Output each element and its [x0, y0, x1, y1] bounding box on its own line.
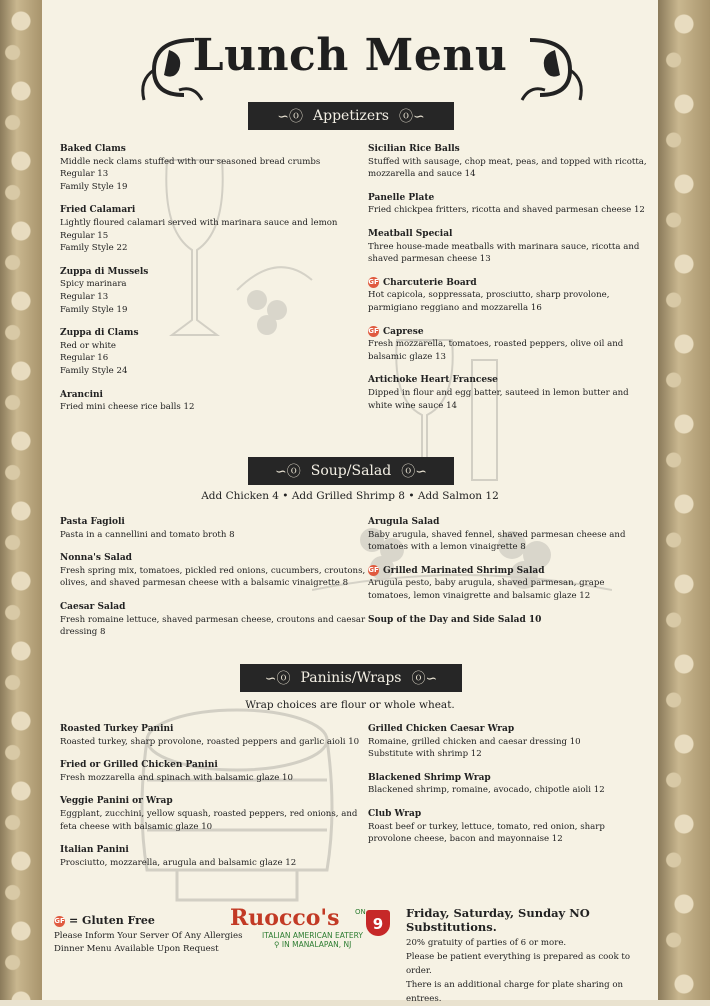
menu-item-line: balsamic glaze 13	[368, 351, 447, 362]
menu-item-name: Panelle Plate	[368, 192, 435, 203]
menu-item-line: Eggplant, zucchini, yellow squash, roasted peppers, red onions, and	[60, 808, 358, 819]
menu-item-name: Veggie Panini or Wrap	[60, 796, 173, 807]
substitution-note: Friday, Saturday, Sunday NO Substitutions.	[406, 906, 590, 934]
gf-icon: GF	[368, 326, 379, 335]
menu-item-name: Italian Panini	[60, 845, 129, 856]
menu-item-name: Zuppa di Mussels	[60, 266, 149, 277]
menu-item-line: parmigiano reggiano and mozzarella 16	[368, 302, 542, 313]
dinner-note: Dinner Menu Available Upon Request	[54, 944, 219, 954]
menu-item-name: Grilled Chicken Caesar Wrap	[368, 724, 515, 734]
menu-item	[60, 844, 370, 869]
menu-item	[368, 326, 668, 364]
menu-item-name: Fried or Grilled Chicken Panini	[60, 760, 218, 771]
menu-item-line: feta cheese with balsamic glaze 10	[60, 821, 213, 832]
menu-item-line: shaved parmesan cheese 13	[368, 254, 491, 265]
wrap-note: Wrap choices are flour or whole wheat.	[245, 699, 455, 711]
menu-item	[368, 723, 668, 761]
menu-item-name: Arugula Salad	[368, 517, 440, 527]
menu-item-name: Caesar Salad	[60, 601, 126, 612]
section-banner-paninis	[240, 664, 462, 692]
menu-item	[60, 143, 360, 193]
menu-item-name: Club Wrap	[368, 808, 422, 819]
section-title: Paninis/Wraps	[300, 670, 402, 686]
menu-item	[368, 192, 668, 217]
policy-line: 20% gratuity of parties of 6 or more.	[406, 938, 567, 948]
menu-item-line: olives, and shaved parmesan cheese with a balsamic vinaigrette 8	[60, 578, 349, 589]
paninis-right-column	[368, 723, 668, 857]
swirl-ornament-icon: ⓞ∽	[398, 109, 425, 125]
menu-item-name: Artichoke Heart Francese	[368, 375, 498, 386]
menu-item-line: Family Style 19	[60, 304, 128, 315]
logo-brand: Ruocco's	[230, 905, 340, 931]
menu-item-line: dressing 8	[60, 627, 106, 638]
route-9-shield-icon: 9	[366, 910, 390, 936]
menu-item	[368, 565, 668, 603]
footer-right	[406, 906, 658, 1006]
menu-item	[60, 516, 370, 541]
menu-item-name: Soup of the Day and Side Salad 10	[368, 614, 542, 625]
menu-item-line: Regular 13	[60, 291, 109, 302]
gf-legend: GF = Gluten Free	[54, 914, 155, 927]
menu-item-name: GF Caprese	[368, 326, 424, 337]
menu-item-line: Fried chickpea fritters, ricotta and shaved parmesan cheese 12	[368, 205, 645, 216]
gf-icon: GF	[368, 277, 379, 286]
menu-item-name: Roasted Turkey Panini	[60, 724, 174, 734]
menu-item	[368, 143, 668, 181]
menu-item-line: Arugula pesto, baby arugula, shaved parmesan, grape	[368, 578, 605, 589]
menu-item-line: Blackened shrimp, romaine, avocado, chipotle aioli 12	[368, 785, 605, 796]
section-banner-soup-salad	[248, 457, 454, 485]
menu-item	[368, 228, 668, 266]
logo-location: ⚲ IN MANALAPAN, NJ	[274, 940, 352, 949]
salad-addons: Add Chicken 4 • Add Grilled Shrimp 8 • Add Salmon 12	[201, 490, 499, 502]
menu-item-name: GF Grilled Marinated Shrimp Salad	[368, 565, 545, 576]
menu-item-line: Family Style 22	[60, 243, 128, 254]
appetizers-right-column	[368, 143, 668, 423]
menu-item-line: Fresh romaine lettuce, shaved parmesan cheese, croutons and caesar	[60, 614, 366, 625]
swirl-ornament-icon: ∽ⓞ	[277, 109, 304, 125]
menu-item-line: Hot capicola, soppressata, prosciutto, sharp provolone,	[368, 290, 610, 301]
menu-item-name: Nonna's Salad	[60, 553, 132, 564]
menu-item	[368, 614, 668, 627]
gf-icon: GF	[368, 565, 379, 574]
swirl-ornament-icon: ∽ⓞ	[275, 464, 301, 480]
section-title: Appetizers	[313, 108, 389, 124]
menu-item-line: tomatoes, lemon vinaigrette and balsamic glaze 12	[368, 590, 591, 601]
menu-item-name: Meatball Special	[368, 228, 453, 239]
menu-item-line: Fresh mozzarella and spinach with balsamic glaze 10	[60, 772, 293, 783]
menu-item-line: Lightly floured calamari served with marinara sauce and lemon	[60, 217, 338, 228]
menu-item	[368, 808, 668, 846]
menu-item-name: Pasta Fagioli	[60, 517, 125, 527]
menu-item	[60, 552, 370, 590]
menu-item-name: Zuppa di Clams	[60, 328, 139, 339]
menu-item-line: Pasta in a cannellini and tomato broth 8	[60, 529, 235, 540]
gf-icon: GF	[54, 916, 65, 925]
menu-item-line: Baby arugula, shaved fennel, shaved parmesan cheese and	[368, 529, 626, 540]
menu-item-name: GF Charcuterie Board	[368, 277, 477, 288]
ruoccos-logo	[230, 905, 400, 949]
menu-item-name: Arancini	[60, 389, 103, 400]
menu-item	[60, 601, 370, 639]
menu-item	[368, 516, 668, 554]
menu-item-name: Baked Clams	[60, 144, 126, 154]
menu-item	[60, 759, 370, 784]
menu-item-name: Fried Calamari	[60, 205, 136, 216]
menu-item	[60, 204, 360, 254]
menu-item-line: Regular 13	[60, 169, 109, 180]
menu-item	[60, 723, 370, 748]
appetizers-left-column	[60, 143, 360, 425]
menu-item-line: Prosciutto, mozzarella, arugula and balsamic glaze 12	[60, 857, 297, 868]
menu-item	[60, 266, 360, 316]
menu-item-line: tomatoes with a lemon vinaigrette 8	[368, 542, 526, 553]
menu-item	[60, 389, 360, 414]
menu-item	[368, 374, 668, 412]
menu-item	[60, 795, 370, 833]
menu-item-line: Dipped in flour and egg batter, sauteed in lemon butter and	[368, 387, 629, 398]
menu-item-name: Blackened Shrimp Wrap	[368, 772, 491, 783]
map-pin-icon: ⚲	[274, 940, 282, 949]
menu-item-line: Family Style 19	[60, 181, 128, 192]
page-title: Lunch Menu	[192, 30, 508, 81]
menu-item	[60, 327, 360, 377]
menu-item-line: Fresh spring mix, tomatoes, pickled red onions, cucumbers, croutons,	[60, 565, 366, 576]
menu-item-line: Roast beef or turkey, lettuce, tomato, red onion, sharp	[368, 821, 605, 832]
menu-item-line: Red or white	[60, 340, 116, 351]
menu-item-line: Regular 16	[60, 353, 109, 364]
menu-item-line: Romaine, grilled chicken and caesar dressing 10	[368, 736, 581, 747]
menu-item-line: Family Style 24	[60, 365, 128, 376]
menu-item-line: Roasted turkey, sharp provolone, roasted peppers and garlic aioli 10	[60, 736, 360, 747]
section-title: Soup/Salad	[310, 463, 392, 479]
menu-item-name: Sicilian Rice Balls	[368, 144, 460, 154]
swirl-ornament-icon: ⓞ∽	[401, 464, 427, 480]
menu-item	[368, 772, 668, 797]
carved-border-left	[0, 0, 42, 1000]
swirl-ornament-icon: ∽ⓞ	[264, 671, 291, 687]
menu-paper	[42, 0, 658, 1004]
menu-item-line: white wine sauce 14	[368, 400, 458, 411]
menu-item-line: Spicy marinara	[60, 279, 127, 290]
soup-left-column	[60, 516, 370, 650]
paninis-left-column	[60, 723, 370, 880]
menu-item-line: Middle neck clams stuffed with our seasoned bread crumbs	[60, 156, 321, 167]
swirl-ornament-icon: ⓞ∽	[411, 671, 438, 687]
menu-item-line: provolone cheese, bacon and mayonnaise 12	[368, 834, 563, 845]
menu-item-line: Stuffed with sausage, chop meat, peas, and topped with ricotta,	[368, 156, 647, 167]
menu-item-line: mozzarella and sauce 14	[368, 169, 476, 180]
footer-left	[54, 914, 243, 957]
logo-subtitle: ITALIAN AMERICAN EATERY	[262, 931, 363, 940]
menu-item-line: Fresh mozzarella, tomatoes, roasted peppers, olive oil and	[368, 339, 624, 350]
policy-line: Please be patient everything is prepared as cook to order.	[406, 952, 631, 976]
section-banner-appetizers	[248, 102, 454, 130]
menu-item-line: Fried mini cheese rice balls 12	[60, 402, 195, 413]
policy-line: There is an additional charge for plate sharing on entrees.	[406, 980, 624, 1004]
logo-on: ON	[355, 908, 366, 916]
menu-item	[368, 277, 668, 315]
scroll-flourish-icon	[520, 30, 590, 110]
allergy-note: Please Inform Your Server Of Any Allergies	[54, 930, 243, 941]
menu-item-line: Substitute with shrimp 12	[368, 749, 482, 760]
soup-right-column	[368, 516, 668, 637]
menu-item-line: Regular 15	[60, 230, 109, 241]
menu-item-line: Three house-made meatballs with marinara sauce, ricotta and	[368, 241, 640, 252]
